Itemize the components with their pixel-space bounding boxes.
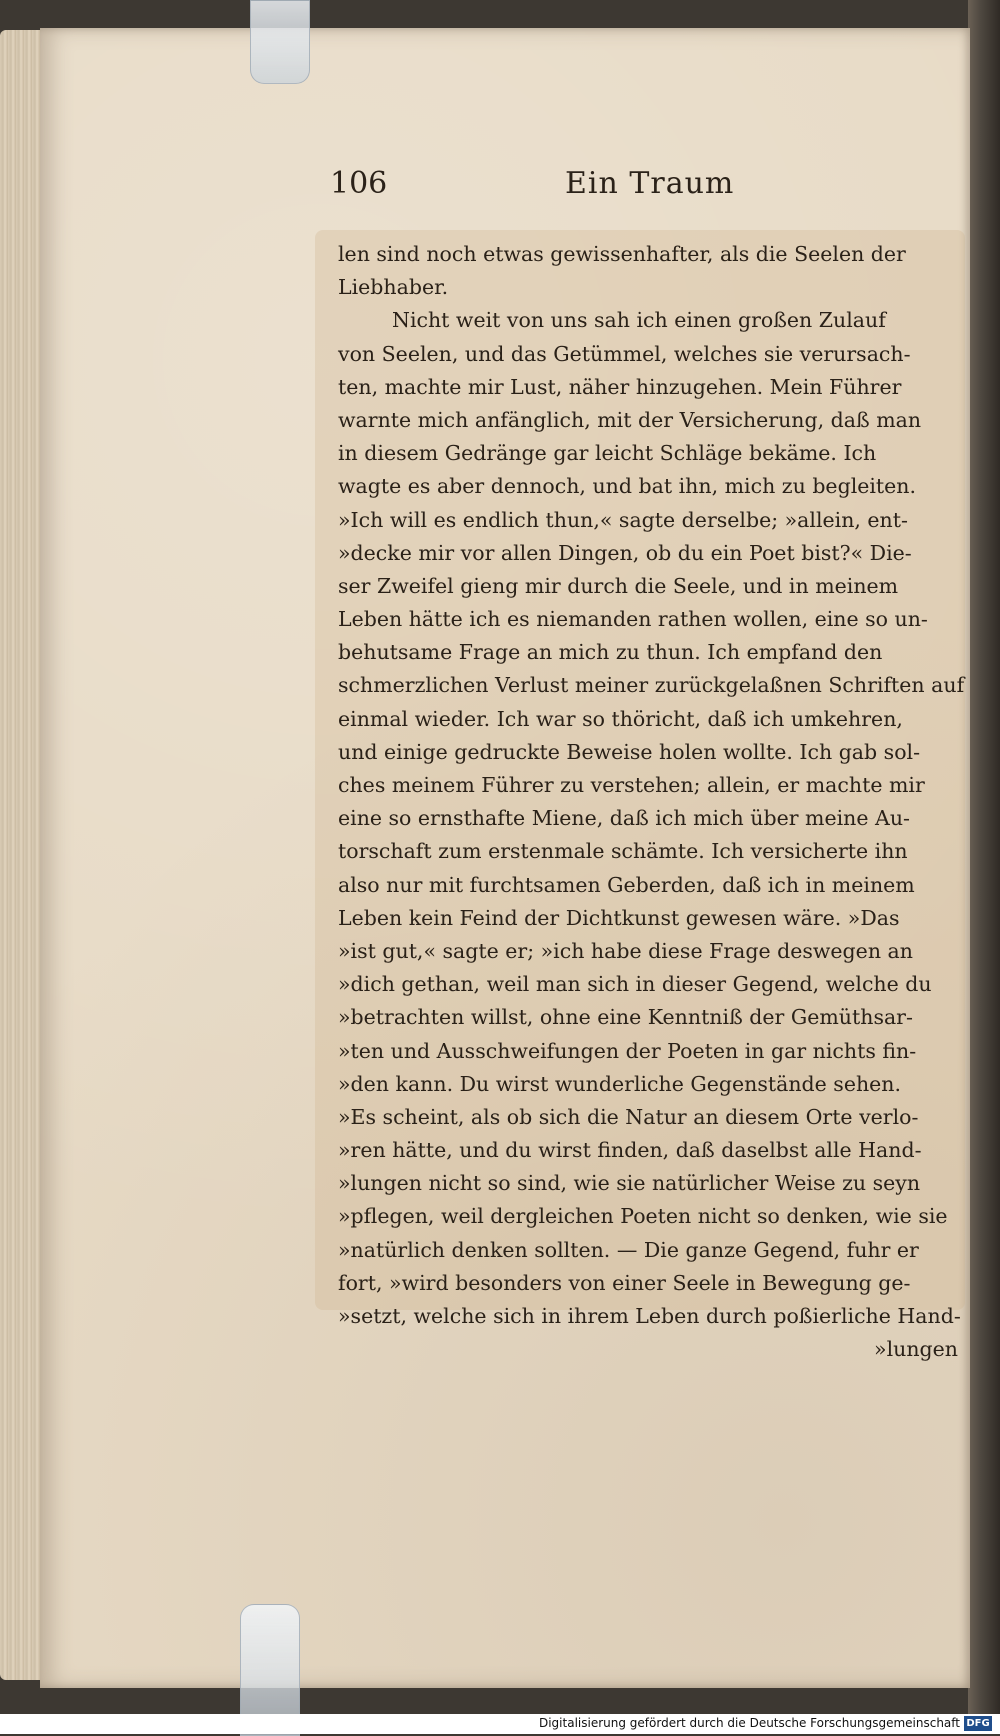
- text-line: »pflegen, weil dergleichen Poeten nicht so denken, wie sie: [338, 1204, 948, 1229]
- text-line: »decke mir vor allen Dingen, ob du ein Poet bist?« Die-: [338, 540, 912, 565]
- body-text: [338, 238, 965, 1366]
- text-line: einmal wieder. Ich war so thöricht, daß ich umkehren,: [338, 706, 903, 731]
- text-line: Leben kein Feind der Dichtkunst gewesen wäre. »Das: [338, 905, 900, 930]
- text-line: »den kann. Du wirst wunderliche Gegenstände sehen.: [338, 1071, 902, 1096]
- text-line: warnte mich anfänglich, mit der Versicherung, daß man: [338, 407, 922, 432]
- text-line: ten, machte mir Lust, näher hinzugehen. Mein Führer: [338, 374, 902, 399]
- dfg-logo: DFG: [964, 1716, 992, 1731]
- text-line: Leben hätte ich es niemanden rathen wollen, eine so un-: [338, 607, 928, 632]
- text-line: also nur mit furchtsamen Geberden, daß ich in meinem: [338, 872, 915, 897]
- text-line: »setzt, welche sich in ihrem Leben durch poßierliche Hand-: [338, 1304, 961, 1328]
- text-line: eine so ernsthafte Miene, daß ich mich über meine Au-: [338, 806, 910, 831]
- running-title: Ein Traum: [565, 166, 735, 201]
- text-line: »Es scheint, als ob sich die Natur an diesem Orte verlo-: [338, 1104, 919, 1129]
- text-line: »natürlich denken sollten. — Die ganze Gegend, fuhr er: [338, 1237, 919, 1262]
- text-line: schmerzlichen Verlust meiner zurückgelaßnen Schriften auf: [338, 673, 965, 698]
- text-line: »betrachten willst, ohne eine Kenntniß der Gemüthsar-: [338, 1005, 913, 1030]
- book-cover-edge: [968, 0, 1000, 1734]
- text-line: Liebhaber.: [338, 275, 449, 300]
- page-clip-top: [250, 0, 310, 84]
- page-header: [330, 160, 950, 206]
- text-line: wagte es aber dennoch, und bat ihn, mich zu begleiten.: [338, 474, 917, 499]
- text-line: torschaft zum erstenmale schämte. Ich versicherte ihn: [338, 839, 908, 864]
- text-line: »ist gut,« sagte er; »ich habe diese Frage deswegen an: [338, 938, 913, 963]
- text-line: ser Zweifel gieng mir durch die Seele, und in meinem: [338, 573, 899, 598]
- text-line: »ren hätte, und du wirst finden, daß daselbst alle Hand-: [338, 1138, 922, 1163]
- text-line: und einige gedruckte Beweise holen wollte. Ich gab sol-: [338, 739, 921, 764]
- text-line: von Seelen, und das Getümmel, welches sie verursach-: [338, 341, 911, 366]
- text-line: »ten und Ausschweifungen der Poeten in gar nichts fin-: [338, 1038, 917, 1063]
- text-line: ches meinem Führer zu verstehen; allein, er machte mir: [338, 773, 925, 797]
- text-line: »lungen nicht so sind, wie sie natürlicher Weise zu seyn: [338, 1171, 921, 1196]
- text-line: behutsame Frage an mich zu thun. Ich empfand den: [338, 640, 883, 665]
- funding-credit: Digitalisierung gefördert durch die Deutsche Forschungsgemeinschaft: [538, 1716, 960, 1730]
- text-line: len sind noch etwas gewissenhafter, als die Seelen der: [338, 242, 906, 266]
- text-line: in diesem Gedränge gar leicht Schläge bekäme. Ich: [338, 441, 877, 466]
- text-line: Nicht weit von uns sah ich einen großen Zulauf: [392, 308, 886, 333]
- digitization-footer: [0, 1714, 1000, 1734]
- text-line: fort, »wird besonders von einer Seele in Bewegung ge-: [338, 1270, 911, 1295]
- text-line: »dich gethan, weil man sich in dieser Gegend, welche du: [338, 972, 932, 997]
- text-line: »Ich will es endlich thun,« sagte derselbe; »allein, ent-: [338, 507, 908, 532]
- catchword: »lungen: [874, 1337, 958, 1362]
- page-number: 106: [330, 166, 388, 201]
